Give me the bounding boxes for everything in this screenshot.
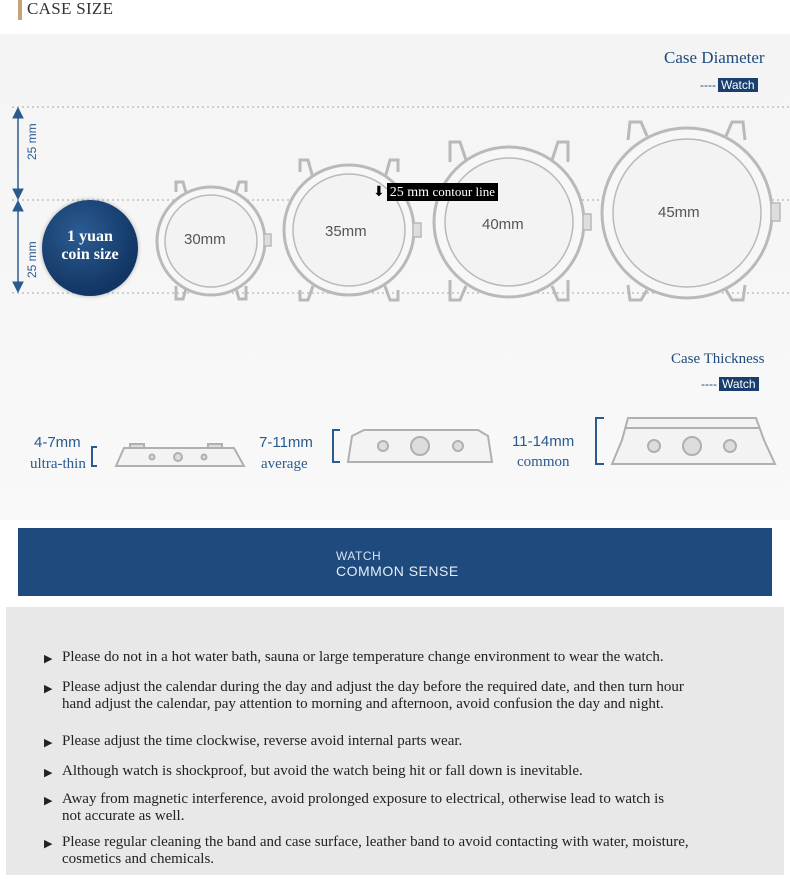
contour-line-label (373, 183, 498, 200)
thickness-name-common: common (517, 454, 570, 470)
bullet-triangle-icon: ▶ (44, 837, 53, 850)
bullet-triangle-icon: ▶ (44, 682, 53, 695)
list-item (44, 649, 764, 666)
tip-text-line1: Please adjust the calendar during the day and adjust the day before the required date, and then turn hour (62, 679, 684, 695)
tag-label: Watch (719, 377, 759, 391)
bracket-common (596, 418, 604, 464)
watch-side-average (348, 430, 492, 462)
thickness-range-ultra-thin: 4-7mm (34, 434, 81, 451)
thickness-range-average: 7-11mm (259, 434, 313, 451)
down-arrow-icon: ⬇ (373, 183, 385, 200)
tag-label: Watch (718, 78, 758, 92)
list-item (44, 733, 764, 750)
bracket-average (333, 430, 340, 462)
section-title: CASE SIZE (27, 0, 114, 18)
contour-value: 25 mm (389, 184, 430, 200)
bullet-triangle-icon: ▶ (44, 766, 53, 779)
banner-subtitle: WATCH (336, 549, 382, 563)
contour-text: contour line (432, 183, 495, 199)
case-label-35mm: 35mm (325, 223, 367, 240)
coin-label-line1: 1 yuan (67, 228, 113, 245)
list-item (44, 763, 764, 780)
tip-text-line2: hand adjust the calendar, pay attention to morning and afternoon, avoid confusion the day and night. (62, 696, 664, 712)
watch-side-ultra-thin (116, 444, 244, 466)
watch-side-common (612, 418, 775, 464)
bullet-triangle-icon: ▶ (44, 736, 53, 749)
tag-dashes: ---- (700, 78, 716, 92)
banner-title: COMMON SENSE (336, 563, 459, 579)
thickness-name-average: average (261, 456, 308, 472)
tip-text-line1: Please regular cleaning the band and case surface, leather band to avoid contacting with water, moisture, (62, 834, 689, 850)
contour-box (387, 183, 498, 201)
case-label-45mm: 45mm (658, 204, 700, 221)
bullet-triangle-icon: ▶ (44, 652, 53, 665)
list-item (44, 791, 764, 825)
case-thickness-title: Case Thickness (671, 351, 765, 367)
dimension-arrow-bottom (13, 201, 23, 292)
dimension-arrow-top (13, 108, 23, 199)
dimension-label-bottom: 25 mm (25, 241, 39, 278)
bracket-ultra-thin (92, 447, 97, 466)
thickness-range-common: 11-14mm (512, 433, 575, 450)
tip-text-line1: Away from magnetic interference, avoid prolonged exposure to electrical, otherwise lead to watch is (62, 791, 665, 807)
common-sense-banner (18, 528, 772, 596)
tip-text: Although watch is shockproof, but avoid the watch being hit or fall down is inevitable. (62, 763, 583, 779)
case-label-40mm: 40mm (482, 216, 524, 233)
case-thickness-tag (701, 377, 759, 391)
thickness-name-ultra-thin: ultra-thin (30, 456, 86, 472)
tip-text: Please adjust the time clockwise, reverse avoid internal parts wear. (62, 733, 463, 749)
case-label-30mm: 30mm (184, 231, 226, 248)
dimension-label-top: 25 mm (25, 123, 39, 160)
bullet-triangle-icon: ▶ (44, 794, 53, 807)
list-item (44, 834, 764, 868)
coin-reference (42, 200, 138, 296)
tip-text-line2: not accurate as well. (62, 808, 185, 824)
tip-text: Please do not in a hot water bath, sauna or large temperature change environment to wear the watch. (62, 649, 664, 665)
coin-label-line2: coin size (61, 246, 119, 263)
tip-text-line2: cosmetics and chemicals. (62, 851, 215, 867)
case-diameter-title: Case Diameter (664, 48, 765, 67)
tag-dashes: ---- (701, 377, 717, 391)
list-item (44, 679, 764, 713)
